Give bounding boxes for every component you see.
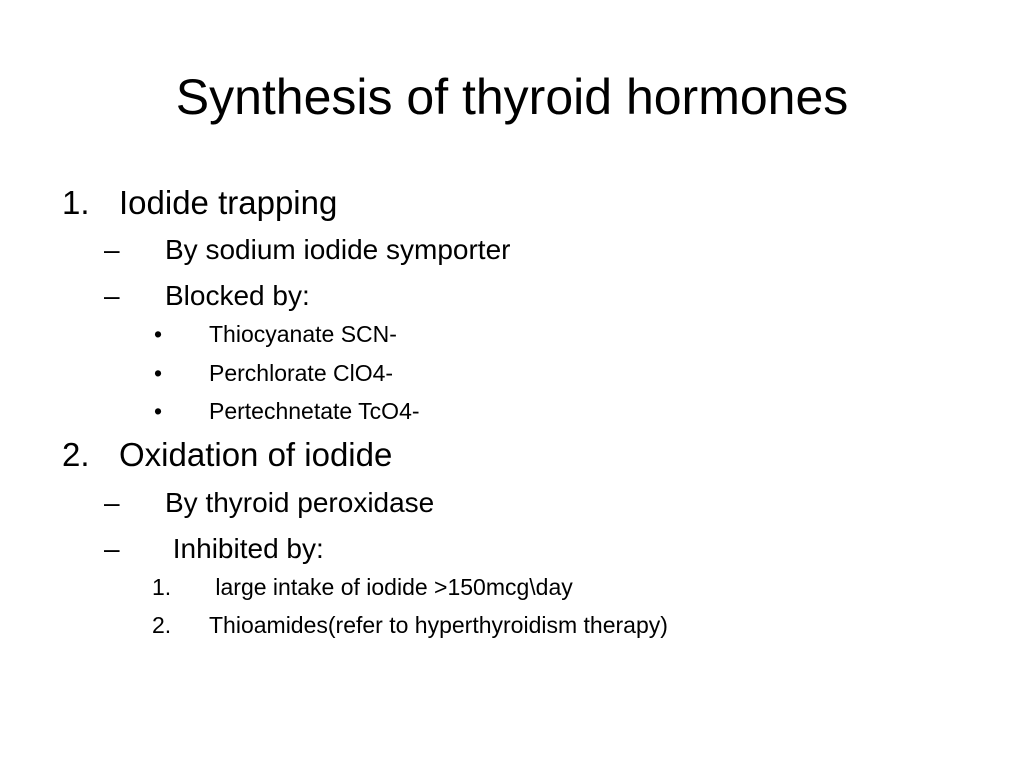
sub-number-2: 2.: [152, 612, 172, 638]
round-bullet: •: [154, 398, 163, 424]
blocker-perchlorate: Perchlorate ClO4-: [209, 360, 394, 386]
round-bullet: •: [154, 360, 163, 386]
subitem-inhibited-by: Inhibited by:: [165, 533, 324, 564]
subitem-thyroid-peroxidase: By thyroid peroxidase: [165, 487, 435, 518]
dash-bullet: –: [104, 280, 120, 311]
inhibitor-large-iodide-intake: large intake of iodide >150mcg\day: [209, 574, 573, 600]
slide-title: Synthesis of thyroid hormones: [175, 69, 849, 125]
blocker-pertechnetate: Pertechnetate TcO4-: [209, 398, 420, 424]
blocker-thiocyanate: Thiocyanate SCN-: [209, 321, 397, 347]
sub-number-1: 1.: [152, 574, 172, 600]
list-item-iodide-trapping: Iodide trapping: [119, 184, 338, 221]
round-bullet: •: [154, 321, 163, 347]
subitem-blocked-by: Blocked by:: [165, 280, 310, 311]
list-number-2: 2.: [62, 436, 90, 473]
list-number-1: 1.: [62, 184, 90, 221]
dash-bullet: –: [104, 487, 120, 518]
dash-bullet: –: [104, 234, 120, 265]
list-item-oxidation-of-iodide: Oxidation of iodide: [119, 436, 393, 473]
dash-bullet: –: [104, 533, 120, 564]
subitem-sodium-iodide-symporter: By sodium iodide symporter: [165, 234, 511, 265]
inhibitor-thioamides: Thioamides(refer to hyperthyroidism therapy): [209, 612, 668, 638]
